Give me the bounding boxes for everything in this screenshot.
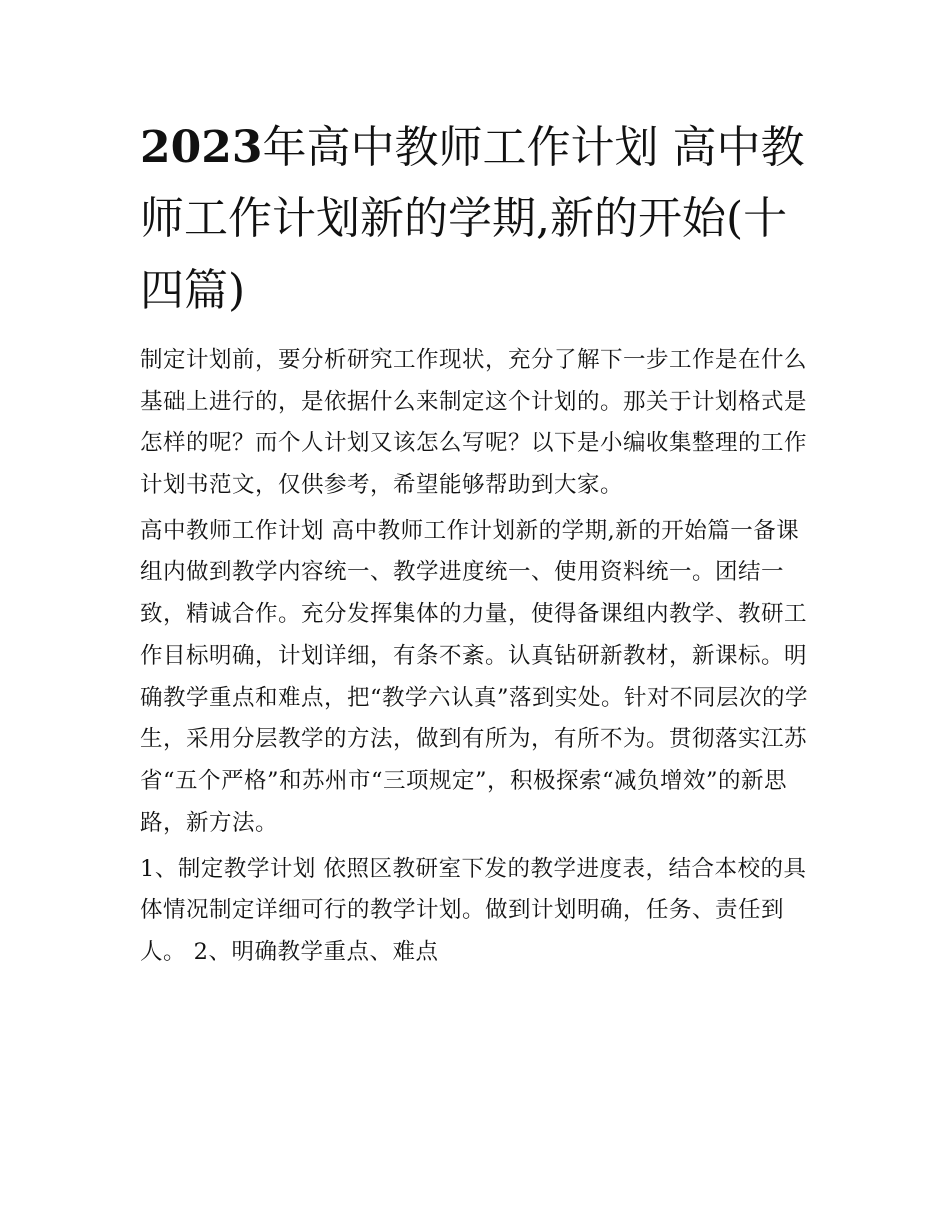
title-year: 2023: [140, 122, 263, 173]
section-one-paragraph: 高中教师工作计划 高中教师工作计划新的学期,新的开始篇一备课组内做到教学内容统一、教学进度统一、使用资料统一。团结一致，精诚合作。充分发挥集体的力量，使得备课组内教学、教研工作目标明确，计划详细，有条不紊。认真钻研新教材，新课标。明确教学重点和难点，把“教学六认真”落到实处。针对不同层次的学生，采用分层教学的方法，做到有所为，有所不为。贯彻落实江苏省“五个严格”和苏州市“三项规定”，积极探索“减负增效”的新思路，新方法。: [140, 517, 809, 836]
title-text: 年高中教师工作计划 高中教师工作计划新的学期,新的开始(十四篇): [140, 122, 805, 316]
document-title: [140, 112, 820, 326]
document-page: [140, 112, 820, 974]
teaching-plan-paragraph: 1、制定教学计划 依照区教研室下发的教学进度表，结合本校的具体情况制定详细可行的教学计划。做到计划明确，任务、责任到人。 2、明确教学重点、难点: [140, 855, 807, 966]
intro-paragraph: 制定计划前，要分析研究工作现状，充分了解下一步工作是在什么基础上进行的，是依据什么来制定这个计划的。那关于计划格式是怎样的呢？而个人计划又该怎么写呢？以下是小编收集整理的工作计划书范文，仅供参考，希望能够帮助到大家。: [140, 346, 808, 498]
